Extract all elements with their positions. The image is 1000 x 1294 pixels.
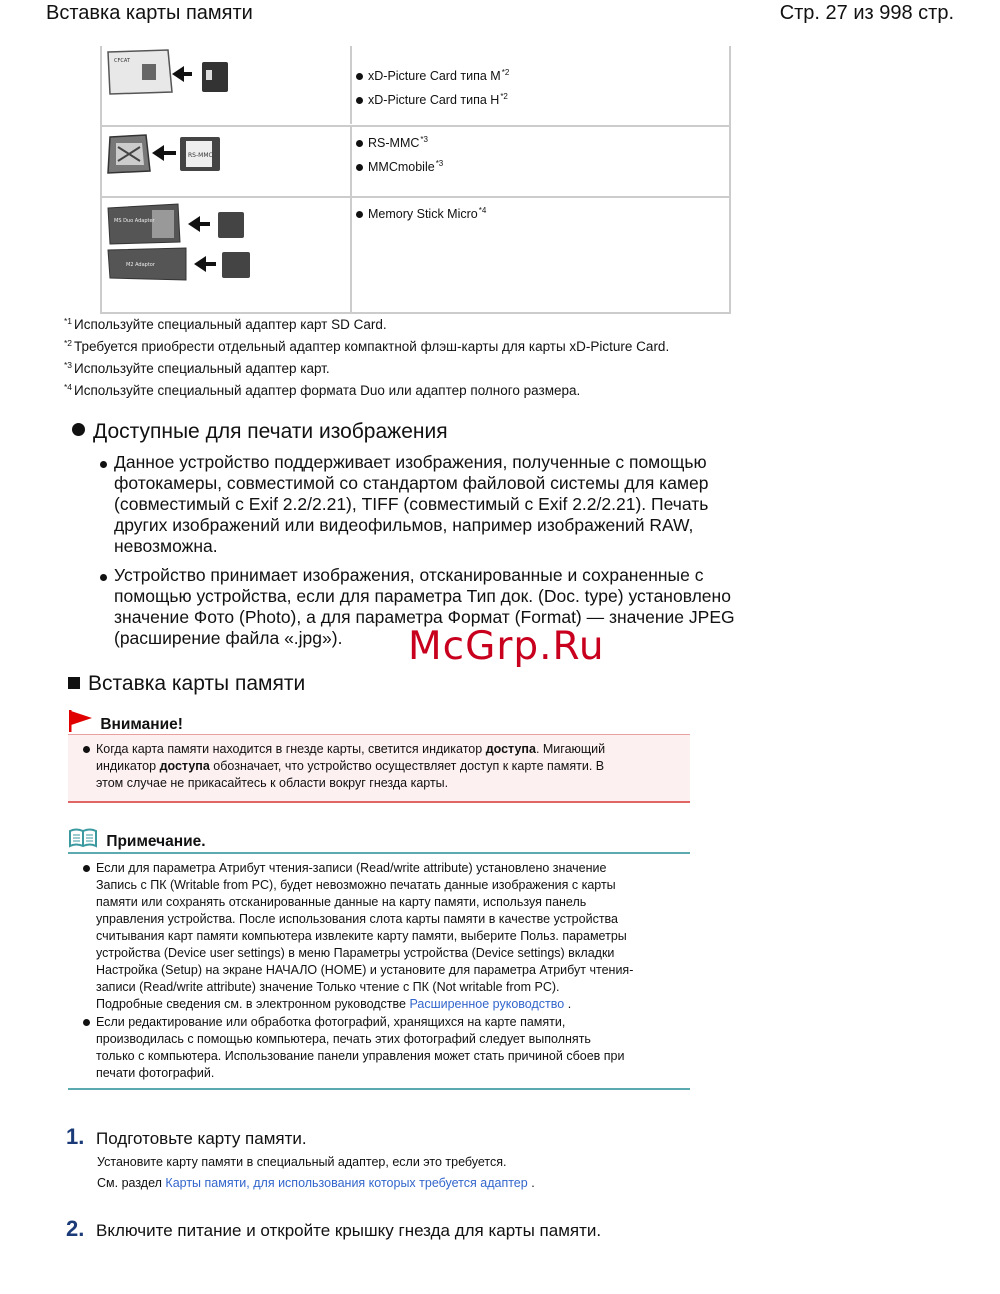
red-flag-icon	[68, 710, 94, 732]
step-see-also: См. раздел Карты памяти, для использования которых требуется адаптер .	[97, 1176, 535, 1190]
note-item: Если для параметра Атрибут чтения-записи (Read/write attribute) установлено значение Запись с ПК (Writable from PC), будет невозможно печатать данные изображения с карты памяти или сохранять отсканированные данные на карту памяти, используя панель управления устройства. После использования слота карты памяти в качестве устройства считывания карт памяти компьютера извлеките карту памяти, выберите Польз. параметры устройства (Device user settings) в меню Параметры устройства (Device settings) вкладки Настройка (Setup) на экране НАЧАЛО (HOME) и установите для параметра Атрибут чтения- записи (Read/write attribute) значение Только чтение с ПК (Not writable from PC). Подробные сведения см. в электронном руководстве Расширенное руководство .	[96, 860, 686, 1013]
footnote: $^{*2}$ Требуется приобрести отдельный адаптер компактной флэш-карты для карты xD-Picture Card.	[64, 338, 670, 354]
caution-text: Когда карта памяти находится в гнезде карты, светится индикатор доступа. Мигающий индикатор доступа обозначает, что устройство осуществляет доступ к карте памяти. В этом случае не прикасайтесь к области вокруг гнезда карты.	[96, 741, 686, 792]
square-bullet-icon	[68, 677, 80, 689]
note-box	[68, 852, 690, 1090]
table-row	[102, 125, 729, 197]
step-number: 1.	[66, 1124, 85, 1149]
svg-text:MS Duo Adapter: MS Duo Adapter	[114, 218, 155, 224]
card-type-item: Memory Stick Micro$^{*4}$	[354, 206, 486, 230]
caution-box	[68, 734, 690, 803]
svg-text:RS-MMC: RS-MMC	[188, 152, 213, 159]
card-type-item: xD-Picture Card типа $M^{*2}$	[354, 68, 509, 92]
note-title: Примечание.	[68, 828, 206, 851]
step-text: Установите карту памяти в специальный адаптер, если это требуется.	[97, 1155, 507, 1169]
xd-adapter-illustration	[106, 48, 234, 101]
bullet-icon	[83, 1019, 90, 1026]
section-heading-printable: Доступные для печати изображения	[72, 420, 448, 444]
bullet-icon	[72, 423, 85, 436]
step-title: Включите питание и откройте крышку гнезда для карты памяти.	[96, 1221, 602, 1240]
watermark: McGrp.Ru	[408, 624, 605, 669]
card-type-item: MMCmobile$^{*3}$	[354, 159, 443, 183]
table-row	[102, 196, 729, 312]
book-icon	[68, 828, 98, 848]
adapter-cards-link[interactable]: Карты памяти, для использования которых требуется адаптер	[165, 1176, 528, 1190]
bullet-icon	[100, 574, 107, 581]
bullet-icon	[100, 461, 107, 468]
svg-text:M2 Adaptor: M2 Adaptor	[126, 262, 155, 268]
rs-mmc-adapter-illustration	[106, 133, 224, 180]
section-heading-insert: Вставка карты памяти	[68, 672, 305, 696]
step-title: Подготовьте карту памяти.	[96, 1129, 307, 1148]
footnote: $^{*1}$ Используйте специальный адаптер карт SD Card.	[64, 316, 387, 332]
document-title: Вставка карты памяти	[46, 2, 253, 24]
note-item: Если редактирование или обработка фотографий, хранящихся на карте памяти, производилась с помощью компьютера, печать этих фотографий следует выполнять только с компьютера. Использование панели управления может стать причиной сбоев при печати фотографий.	[96, 1014, 686, 1082]
card-type-item: RS-MMC$^{*3}$	[354, 135, 443, 159]
card-adapter-table	[100, 46, 731, 314]
footnote: $^{*3}$ Используйте специальный адаптер карт.	[64, 360, 330, 376]
bullet-icon	[83, 865, 90, 872]
bullet-icon	[83, 746, 90, 753]
paragraph-supported-images: Данное устройство поддерживает изображения, полученные с помощью фотокамеры, совместимой со стандартом файловой системы для камер (совместимый с Exif 2.2/2.21), TIFF (совместимый с Exif 2.2/2.21). Печать других изображений или видеофильмов, например изображений RAW, невозможна.	[114, 452, 754, 557]
advanced-guide-link[interactable]: Расширенное руководство	[409, 997, 565, 1011]
step-number: 2.	[66, 1216, 85, 1241]
paragraph-scanned-images: Устройство принимает изображения, отсканированные и сохраненные с помощью устройства, если для параметра Тип док. (Doc. type) установлено значение Фото (Photo), а для параметра Формат (Format) — значение JPEG (расширение файла «.jpg»).	[114, 565, 754, 649]
svg-text:CFCAT: CFCAT	[114, 58, 130, 64]
footnote: $^{*4}$ Используйте специальный адаптер формата Duo или адаптер полного размера.	[64, 382, 581, 398]
card-type-item: xD-Picture Card типа $H^{*2}$	[354, 92, 509, 116]
ms-micro-adapter-illustration	[106, 202, 256, 287]
caution-title: Внимание!	[68, 710, 183, 734]
page-indicator: Стр. 27 из 998 стр.	[779, 2, 954, 24]
table-row	[102, 46, 729, 124]
